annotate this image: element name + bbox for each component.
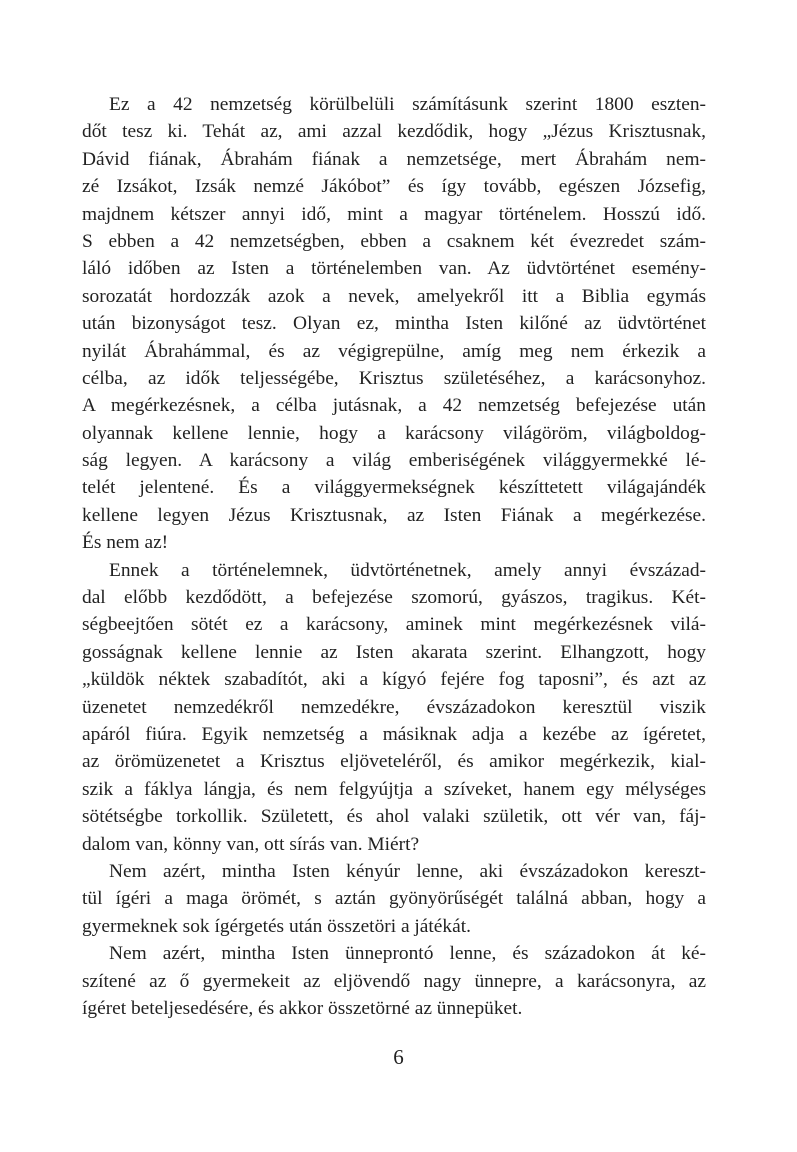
- text-line: ság legyen. A karácsony a világ emberiségének világgyermekké lé-: [82, 450, 706, 472]
- text-line: sorozatát hordozzák azok a nevek, amelyekről itt a Biblia egymás: [82, 285, 706, 307]
- text-line: nyilát Ábrahámmal, és az végigrepülne, amíg meg nem érkezik a: [82, 340, 706, 362]
- text-line: dal előbb kezdődött, a befejezése szomorú, gyászos, tragikus. Két-: [82, 587, 706, 609]
- paragraph: [82, 91, 706, 557]
- text-line: Ennek a történelemnek, üdvtörténetnek, amely annyi évszázad-: [109, 559, 706, 581]
- text-line: zé Izsákot, Izsák nemzé Jákóbot” és így tovább, egészen Józsefig,: [82, 176, 706, 198]
- text-line: az örömüzenetet a Krisztus eljöveteléről, és amikor megérkezik, kial-: [82, 751, 706, 773]
- text-line: „küldök néktek szabadítót, aki a kígyó fejére fog taposni”, és azt az: [82, 669, 706, 691]
- text-line: Nem azért, mintha Isten ünneprontó lenne, és századokon át ké-: [109, 943, 706, 965]
- paragraph: [82, 858, 706, 940]
- text-line: célba, az idők teljességébe, Krisztus születéséhez, a karácsonyhoz.: [82, 367, 706, 389]
- text-line: ígéret beteljesedésére, és akkor összetörné az ünnepüket.: [82, 997, 523, 1019]
- text-line: dőt tesz ki. Tehát az, ami azzal kezdődik, hogy „Jézus Krisztusnak,: [82, 121, 706, 143]
- text-line: Ez a 42 nemzetség körülbelüli számításunk szerint 1800 eszten-: [109, 94, 706, 115]
- text-line: ségbeejtően sötét ez a karácsony, aminek mint megérkezésnek vilá-: [82, 614, 706, 636]
- text-line: majdnem kétszer annyi idő, mint a magyar történelem. Hosszú idő.: [82, 203, 706, 225]
- text-line: S ebben a 42 nemzetségben, ebben a csaknem két évezredet szám-: [82, 230, 706, 252]
- text-line: Dávid fiának, Ábrahám fiának a nemzetsége, mert Ábrahám nem-: [82, 148, 706, 170]
- paragraph: [82, 940, 706, 1022]
- paragraph: [82, 557, 706, 858]
- text-line: dalom van, könny van, ott sírás van. Miért?: [82, 833, 420, 855]
- body-text: [82, 91, 706, 1022]
- text-line: apáról fiúra. Egyik nemzetség a másiknak adja a kezébe az ígéretet,: [82, 723, 706, 745]
- text-line: tül ígéri a maga örömét, s aztán gyönyörűségét találná abban, hogy a: [82, 888, 706, 910]
- page-number: 6: [393, 1045, 404, 1069]
- text-line: után bizonyságot tesz. Olyan ez, mintha Isten kilőné az üdvtörténet: [82, 313, 706, 335]
- text-line: Nem azért, mintha Isten kényúr lenne, aki évszázadokon kereszt-: [109, 860, 706, 882]
- text-line: üzenetet nemzedékről nemzedékre, évszázadokon keresztül viszik: [82, 696, 706, 718]
- text-line: telét jelentené. És a világgyermekségnek készíttetett világajándék: [82, 477, 706, 499]
- text-line: A megérkezésnek, a célba jutásnak, a 42 nemzetség befejezése után: [82, 395, 706, 417]
- text-line: És nem az!: [82, 532, 169, 554]
- text-line: sötétségbe torkollik. Született, és ahol valaki születik, ott vér van, fáj-: [82, 806, 706, 828]
- text-line: gyermeknek sok ígérgetés után összetöri a játékát.: [82, 915, 471, 937]
- text-line: szítené az ő gyermekeit az eljövendő nagy ünnepre, a karácsonyra, az: [82, 970, 706, 992]
- text-line: láló időben az Isten a történelemben van. Az üdvtörténet esemény-: [82, 258, 706, 280]
- text-line: kellene legyen Jézus Krisztusnak, az Isten Fiának a megérkezése.: [82, 504, 706, 526]
- text-line: olyannak kellene lennie, hogy a karácsony világöröm, világboldog-: [82, 422, 706, 444]
- text-line: gosságnak kellene lennie az Isten akarata szerint. Elhangzott, hogy: [82, 641, 706, 663]
- text-line: szik a fáklya lángja, és nem felgyújtja a szíveket, hanem egy mélységes: [82, 778, 706, 800]
